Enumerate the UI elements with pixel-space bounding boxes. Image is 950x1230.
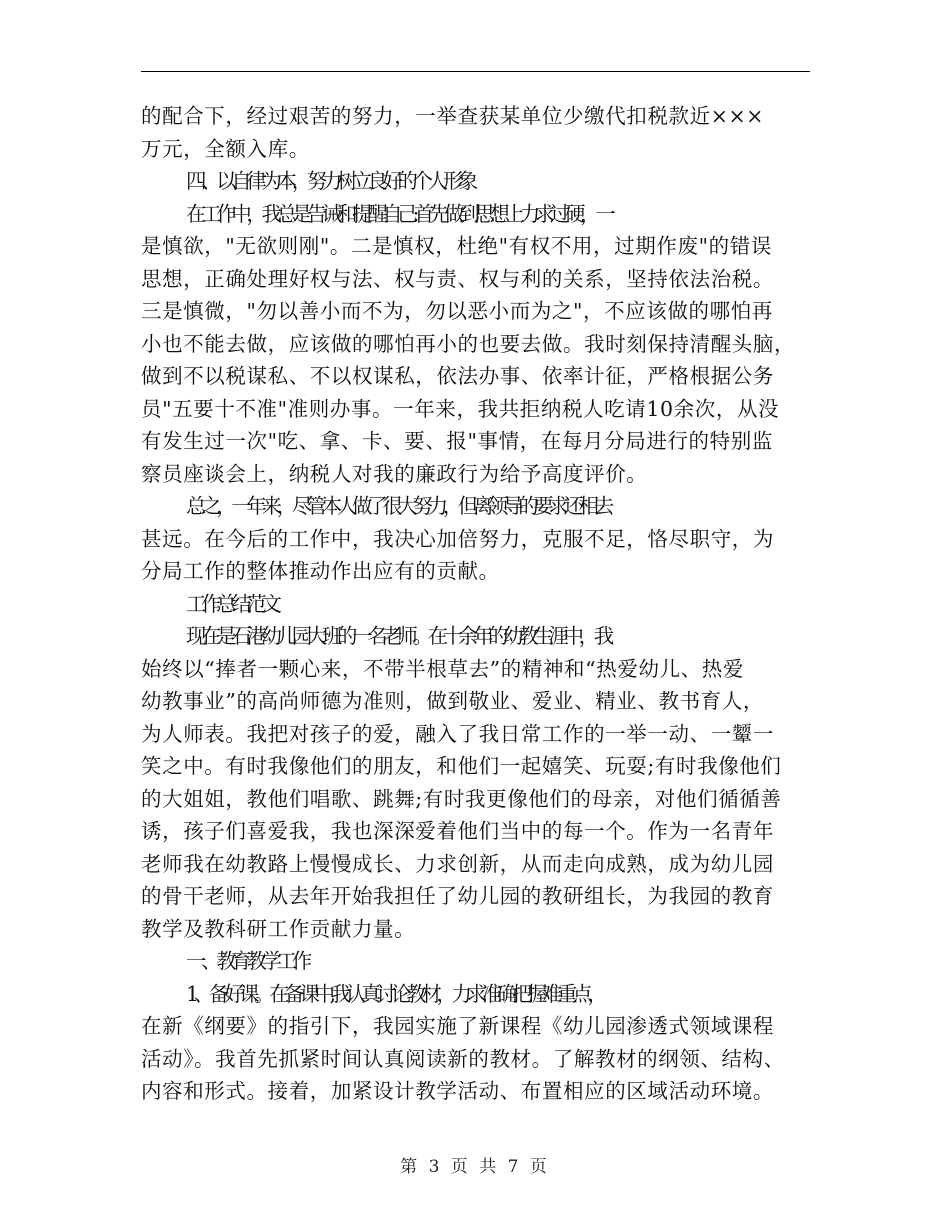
text-line: 是慎欲，"无欲则刚"。二是慎权，杜绝"有权不用，过期作废"的错误 (141, 234, 772, 258)
text-line: 四、以自律为本，努力树立良好的个人形象 (186, 169, 473, 193)
text-line: 的配合下，经过艰苦的努力，一举查获某单位少缴代扣税款近××× (141, 104, 765, 128)
text-line: 教学及教科研工作贡献力量。 (141, 916, 416, 941)
text-line: 察员座谈会上，纳税人对我的廉政行为给予高度评价。 (141, 461, 648, 486)
text-line: 笑之中。有时我像他们的朋友，和他们一起嬉笑、玩耍;有时我像他们 (141, 754, 782, 778)
text-line: 在工作中，我总是告诫和提醒自己:首先做到思想上力求过硬，一 (186, 201, 611, 226)
text-line: 活动》。我首先抓紧时间认真阅读新的教材。了解教材的纲领、结构、 (141, 1046, 785, 1071)
text-line: 老师我在幼教路上慢慢成长、力求创新，从而走向成熟，成为幼儿园 (141, 851, 774, 876)
text-line: 甚远。在今后的工作中，我决心加倍努力，克服不足，恪尽职守，为 (141, 526, 774, 551)
text-line: 思想，正确处理好权与法、权与责、权与利的关系，坚持依法治税。 (141, 266, 774, 291)
text-line: 在新《纲要》的指引下，我园实施了新课程《幼儿园渗透式领域课程 (141, 1014, 774, 1038)
document-body (141, 100, 816, 1108)
text-line: 总之，一年来，尽管本人做了很大努力，但离领导的要求还相去 (186, 494, 609, 518)
text-line: 的骨干老师，从去年开始我担任了幼儿园的教研组长，为我园的教育 (141, 884, 774, 908)
text-line: 诱，孩子们喜爱我，我也深深爱着他们当中的每一个。作为一名青年 (141, 819, 774, 843)
text-line: 做到不以税谋私、不以权谋私，依法办事、依率计征，严格根据公务 (141, 364, 774, 388)
text-line: 工作总结范文 (186, 591, 277, 616)
page-number: 第 3 页 共 7 页 (400, 1157, 550, 1177)
text-line: 1、备好课。在备课中,我认真讨论教材，力求准确把握难重点， (186, 981, 603, 1006)
text-line: 幼教事业”的高尚师德为准则，做到敬业、爱业、精业、教书育人， (141, 689, 764, 713)
text-line: 有发生过一次"吃、拿、卡、要、报"事情，在每月分局进行的特别监 (141, 429, 773, 453)
header-rule (141, 71, 810, 72)
text-line: 万元，全额入库。 (141, 136, 310, 161)
text-line: 员"五要十不准"准则办事。一年来，我共拒纳税人吃请10余次，从没 (141, 396, 780, 421)
text-line: 现在是石港幼儿园大班的一名老师。在十余年的幼教生涯中，我 (186, 624, 609, 648)
text-line: 的大姐姐，教他们唱歌、跳舞;有时我更像他们的母亲，对他们循循善 (141, 786, 782, 811)
text-line: 小也不能去做，应该做的哪怕再小的也要去做。我时刻保持清醒头脑， (141, 331, 796, 356)
text-line: 内容和形式。接着，加紧设计教学活动、布置相应的区域活动环境。 (141, 1079, 774, 1103)
text-line: 始终以“捧者一颗心来，不带半根草去”的精神和“热爱幼儿、热爱 (141, 656, 744, 681)
text-line: 为人师表。我把对孩子的爱，融入了我日常工作的一举一动、一颦一 (141, 721, 774, 746)
text-line: 一、教育教学工作 (186, 949, 307, 973)
text-line: 分局工作的整体推动作出应有的贡献。 (141, 559, 500, 583)
text-line: 三是慎微，"勿以善小而不为，勿以恶小而为之"，不应该做的哪怕再 (141, 299, 773, 323)
